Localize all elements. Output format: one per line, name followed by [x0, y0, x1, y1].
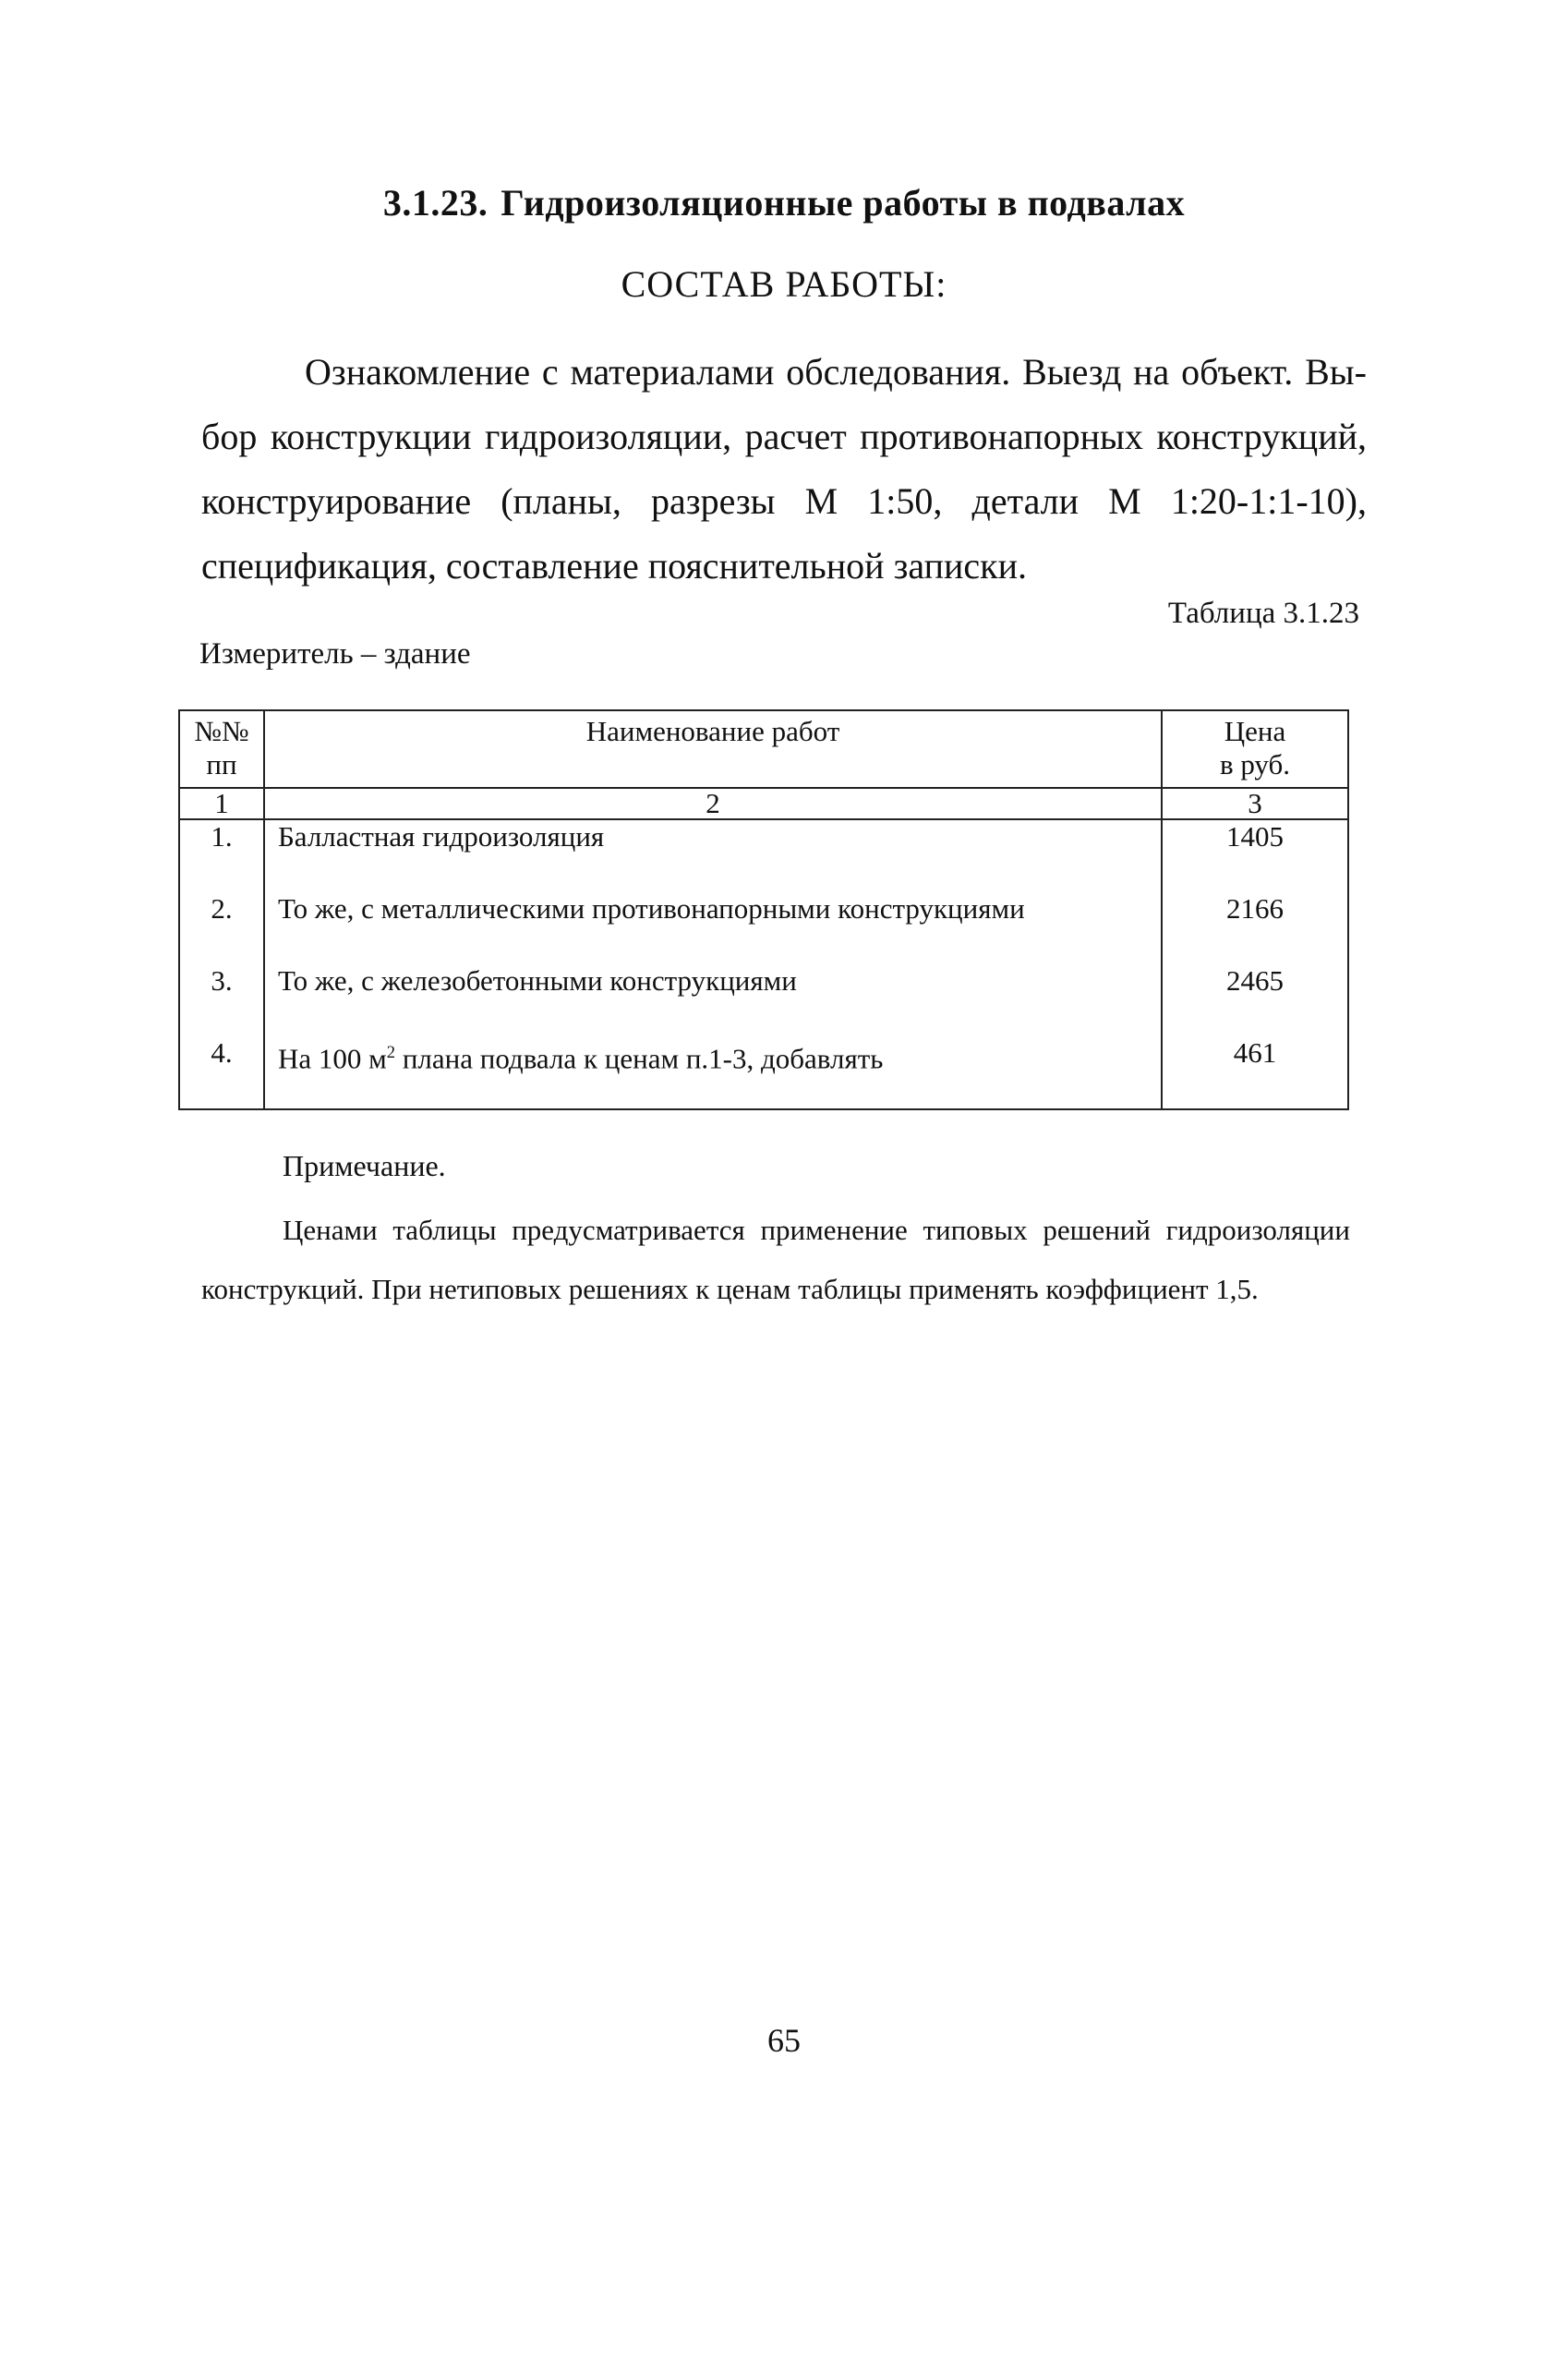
- row-price: 1405: [1162, 819, 1348, 892]
- page-number: 65: [767, 2022, 801, 2059]
- table-header-row: [179, 710, 1348, 788]
- header-name: Наименование работ: [264, 710, 1162, 788]
- row-name: То же, с железобетонными конструкциями: [264, 964, 1162, 1036]
- row-name-superscript: 2: [386, 1043, 396, 1062]
- header-number: [179, 710, 264, 788]
- row-name: Балластная гидроизоляция: [264, 819, 1162, 892]
- row-price: 2166: [1162, 892, 1348, 964]
- price-table: [178, 709, 1349, 1110]
- column-number-3: 3: [1162, 788, 1348, 819]
- note-title: Примечание.: [283, 1149, 446, 1182]
- row-price: 461: [1162, 1036, 1348, 1109]
- section-number: 3.1.23.: [382, 182, 488, 224]
- table-row: [179, 1036, 1348, 1109]
- section-title: Гидроизоляционные работы в подвалах: [501, 182, 1186, 224]
- header-number-line2: пп: [206, 748, 237, 781]
- note-text: Ценами таблицы предусматривается применение типовых решений гидроизоляции конструкций. При нетиповых решениях к ценам таблицы применять коэффициент 1,5.: [201, 1214, 1350, 1305]
- column-number-row: [179, 788, 1348, 819]
- row-number: 2.: [179, 892, 264, 964]
- table-row: [179, 819, 1348, 892]
- row-number: 4.: [179, 1036, 264, 1109]
- header-price-line2: в руб.: [1219, 748, 1291, 781]
- row-name-part2: плана подвала к ценам п.1-3, добавлять: [395, 1042, 884, 1075]
- row-price: 2465: [1162, 964, 1348, 1036]
- table-row: [179, 964, 1348, 1036]
- work-composition-heading: СОСТАВ РАБОТЫ:: [621, 263, 947, 305]
- column-number-2: 2: [264, 788, 1162, 819]
- measure-unit: Измеритель – здание: [199, 637, 471, 671]
- work-description: Ознакомление с материалами обследования. Выезд на объект. Выбор конструкции гидроизоляции, расчет противонапорных конструкций, конструирование (планы, разрезы М 1:50, детали М 1:20-1:1-10), спецификация, составление пояснительной записки.: [201, 351, 1367, 587]
- table-row: [179, 892, 1348, 964]
- header-price-line1: Цена: [1224, 715, 1286, 747]
- table-caption: Таблица 3.1.23: [1167, 597, 1359, 630]
- row-name: [264, 1036, 1162, 1109]
- header-number-line1: №№: [194, 715, 249, 747]
- header-price: [1162, 710, 1348, 788]
- column-number-1: 1: [179, 788, 264, 819]
- row-name-part1: На 100 м: [278, 1042, 387, 1075]
- row-number: 1.: [179, 819, 264, 892]
- section-heading: [0, 181, 1568, 224]
- row-name: То же, с металлическими противонапорными конструкциями: [264, 892, 1162, 964]
- row-number: 3.: [179, 964, 264, 1036]
